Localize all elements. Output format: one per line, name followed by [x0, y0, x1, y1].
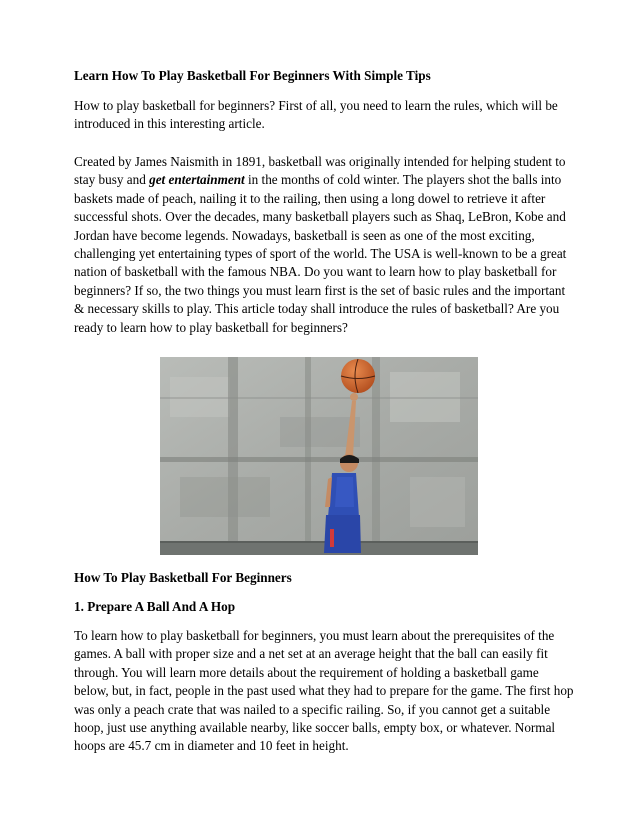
- history-text-end: in the months of cold winter. The players shot the balls into baskets made of peach, nailing it to the railing, then using a long dowel to retrieve it after successful shots. Over the decades, many basketball players such as Shaq, LeBron, Kobe and Jordan have become legends. Nowadays, basketball is seen as one of the most exciting, challenging yet entertaining types of sport of the world. The USA is well-known to be a great nation of basketball with the famous NBA. Do you want to learn how to play basketball for beginners? If so, the two things you must learn first is the set of basic rules and the important & necessary skills to play. This article today shall introduce the rules of basketball? Are you ready to learn how to play basketball for beginners?: [74, 172, 567, 335]
- article-title: Learn How To Play Basketball For Beginners With Simple Tips: [74, 68, 431, 83]
- history-text-start: Created by James Naismith in 1891, basketball was originally intended for helping student to stay busy and: [74, 154, 566, 188]
- history-paragraph: [74, 153, 574, 337]
- section-heading: How To Play Basketball For Beginners: [74, 570, 292, 585]
- subsection-paragraph: To learn how to play basketball for beginners, you must learn about the prerequisites of the games. A ball with proper size and a net set at an average height that the ball can easily fit through. You will learn more details about the requirement of holding a basketball game below, but, in fact, people in the past used what they had to prepare for the game. The first hop was only a peach crate that was nailed to a specific railing. So, if you cannot get a suitable hoop, just use anything available nearby, like soccer balls, empty box, or whatever. Normal hoops are 45.7 cm in diameter and 10 feet in height.: [74, 628, 574, 754]
- subsection-heading: 1. Prepare A Ball And A Hop: [74, 599, 236, 614]
- basketball-photo: [160, 357, 478, 555]
- intro-paragraph: How to play basketball for beginners? First of all, you need to learn the rules, which will be introduced in this interesting article.: [74, 98, 558, 132]
- history-emphasis: get entertainment: [149, 172, 245, 188]
